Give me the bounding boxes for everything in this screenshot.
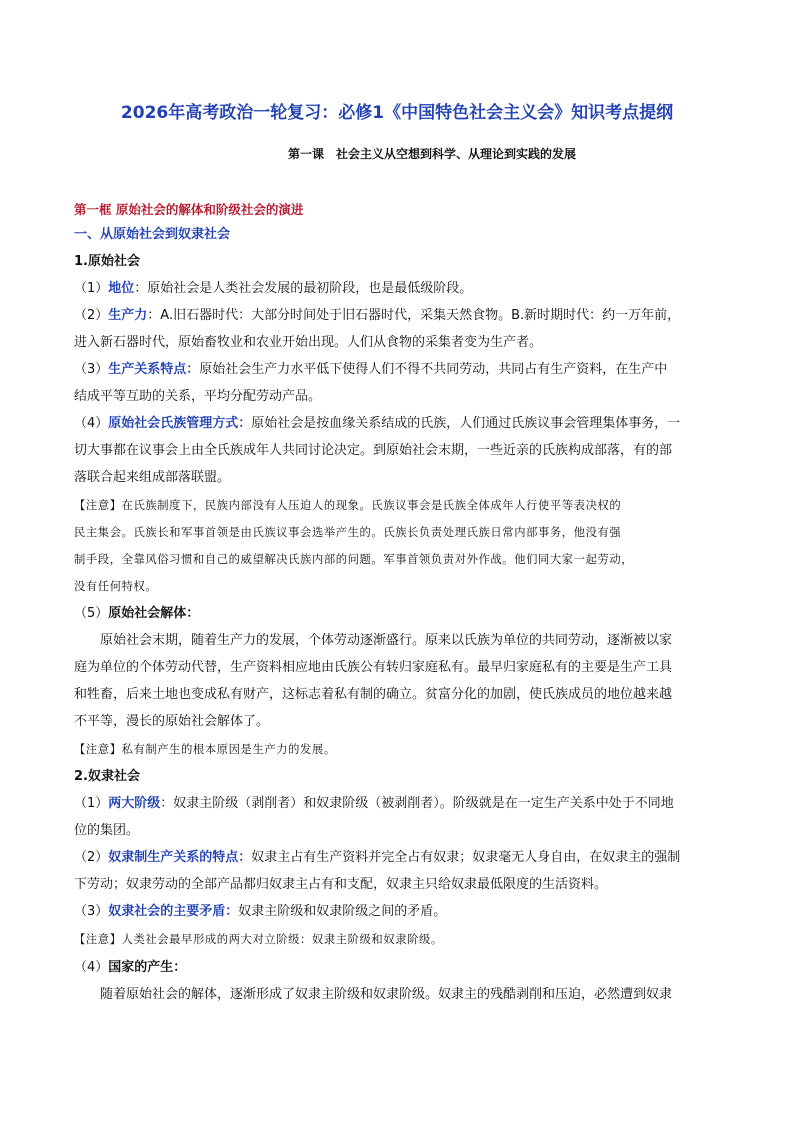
note-text: 制手段，全靠风俗习惯和自己的威望解决氏族内部的问题。军事首领负责对外作战。他们同大家一起劳动， [74, 553, 634, 566]
paragraph-classes: （1）两大阶级：奴隶主阶级（剥削者）和奴隶阶级（被剥削者）。阶级就是在一定生产关系中处于不同地 [74, 796, 674, 811]
subsection-heading: 1.原始社会 [74, 254, 140, 269]
subsection-heading: 2.奴隶社会 [74, 769, 140, 784]
paragraph-state-heading: （4）国家的产生： [74, 960, 187, 975]
paragraph-dissolution-cont: 和牲畜，后来土地也变成私有财产，这标志着私有制的确立。贫富分化的加剧，使氏族成员的地位越来越 [74, 687, 673, 702]
note-text: 【注意】私有制产生的根本原因是生产力的发展。 [74, 743, 336, 756]
section-frame-heading: 第一框 原始社会的解体和阶级社会的演进 [74, 202, 304, 217]
paragraph-classes-cont: 位的集团。 [74, 823, 140, 838]
paragraph-dissolution-heading: （5）原始社会解体： [74, 606, 200, 621]
paragraph-productivity: （2）生产力：A.旧石器时代：大部分时间处于旧石器时代，采集天然食物。B.新时期时代：约一万年前， [74, 308, 681, 323]
paragraph-relations-cont: 结成平等互助的关系，平均分配劳动产品。 [74, 389, 322, 404]
paragraph-clan-management-cont: 切大事都在议事会上由全氏族成年人共同讨论决定。到原始社会末期，一些近亲的氏族构成部落，有的部 [74, 443, 673, 458]
paragraph-dissolution: 原始社会末期，随着生产力的发展，个体劳动逐渐盛行。原来以氏族为单位的共同劳动，逐渐被以家 [100, 633, 673, 648]
note-text: 民主集会。氏族长和军事首领是由氏族议事会选举产生的。氏族长负责处理氏族日常内部事务，他没有强 [74, 526, 622, 539]
note-text: 【注意】人类社会最早形成的两大对立阶级：奴隶主阶级和奴隶阶级。 [74, 933, 443, 946]
lesson-title: 第一课 社会主义从空想到科学、从理论到实践的发展 [287, 147, 576, 161]
section-heading: 一、从原始社会到奴隶社会 [74, 227, 231, 242]
paragraph-slavery-relations-cont: 下劳动；奴隶劳动的全部产品都归奴隶主占有和支配，奴隶主只给奴隶最低限度的生活资料。 [74, 877, 608, 892]
note-text: 没有任何特权。 [74, 580, 158, 593]
document-title: 2026年高考政治一轮复习：必修1《中国特色社会主义会》知识考点提纲 [120, 103, 674, 123]
paragraph-dissolution-cont: 不平等，漫长的原始社会解体了。 [74, 714, 270, 729]
note-text: 【注意】在氏族制度下，民族内部没有人压迫人的现象。氏族议事会是氏族全体成年人行使平等表决权的 [74, 499, 622, 512]
paragraph-slavery-relations: （2）奴隶制生产关系的特点：奴隶主占有生产资料并完全占有奴隶；奴隶毫无人身自由，在奴隶主的强制 [74, 850, 681, 865]
paragraph-relations: （3）生产关系特点：原始社会生产力水平低下使得人们不得不共同劳动，共同占有生产资料，在生产中 [74, 362, 668, 377]
paragraph-clan-management-cont: 落联合起来组成部落联盟。 [74, 470, 231, 485]
paragraph-dissolution-cont: 庭为单位的个体劳动代替，生产资料相应地由氏族公有转归家庭私有。最早归家庭私有的主要是生产工具 [74, 660, 673, 675]
paragraph-state: 随着原始社会的解体，逐渐形成了奴隶主阶级和奴隶阶级。奴隶主的残酷剥削和压迫，必然遭到奴隶 [100, 987, 673, 1002]
paragraph-clan-management: （4）原始社会氏族管理方式：原始社会是按血缘关系结成的氏族，人们通过氏族议事会管理集体事务，一 [74, 416, 681, 431]
paragraph-main-contradiction: （3）奴隶社会的主要矛盾：奴隶主阶级和奴隶阶级之间的矛盾。 [74, 904, 447, 919]
paragraph-status: （1）地位：原始社会是人类社会发展的最初阶段，也是最低级阶段。 [74, 281, 473, 296]
paragraph-productivity-cont: 进入新石器时代，原始畜牧业和农业开始出现。人们从食物的采集者变为生产者。 [74, 335, 543, 350]
